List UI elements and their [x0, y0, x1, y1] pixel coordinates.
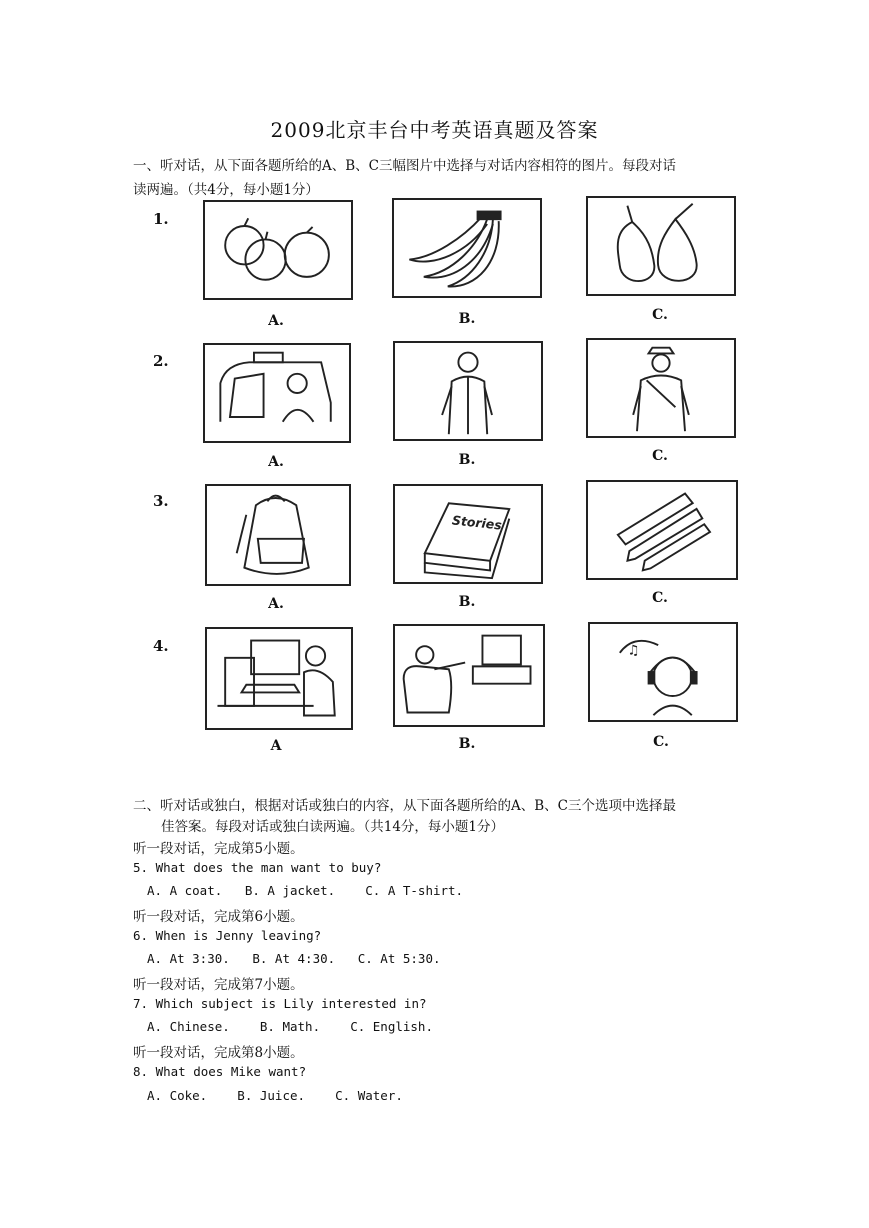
option-letter: B.: [458, 736, 476, 752]
police-officer-icon: [588, 340, 734, 436]
section2-instructions-line1: 二、听对话或独白，根据对话或独白的内容，从下面各题所给的A、B、C三个选项中选择最: [133, 798, 676, 814]
answer-options: A. At 3:30. B. At 4:30. C. At 5:30.: [147, 951, 441, 966]
answer-options: A. Coke. B. Juice. C. Water.: [147, 1088, 403, 1103]
picture-option-b[interactable]: [393, 624, 545, 727]
picture-option-a[interactable]: [203, 343, 351, 443]
girl-listening-music-icon: [590, 624, 736, 720]
listening-intro: 听一段对话，完成第5小题。: [133, 841, 304, 857]
section1-instructions-line1: 一、听对话，从下面各题所给的A、B、C三幅图片中选择与对话内容相符的图片。每段对话: [133, 158, 676, 174]
question-text: 7. Which subject is Lily interested in?: [133, 996, 427, 1011]
picture-option-c[interactable]: [586, 480, 738, 580]
question-number: 2.: [153, 352, 169, 370]
picture-option-a[interactable]: [203, 200, 353, 300]
option-letter: C.: [652, 590, 668, 606]
pencils-icon: [588, 482, 736, 578]
page-title: 2009北京丰台中考英语真题及答案: [270, 118, 599, 142]
option-letter: A: [270, 738, 282, 754]
option-letter: A.: [268, 313, 284, 329]
svg-text:♫: ♫: [627, 643, 640, 659]
picture-option-b[interactable]: [392, 198, 542, 298]
answer-options: A. A coat. B. A jacket. C. A T-shirt.: [147, 883, 464, 898]
question-text: 6. When is Jenny leaving?: [133, 928, 322, 943]
option-letter: A.: [268, 596, 284, 612]
option-letter: A.: [268, 454, 284, 470]
picture-option-b[interactable]: [393, 341, 543, 441]
backpack-icon: [207, 486, 349, 584]
listening-intro: 听一段对话，完成第7小题。: [133, 977, 304, 993]
option-letter: C.: [652, 448, 668, 464]
pears-icon: [588, 198, 734, 294]
picture-option-c[interactable]: [586, 196, 736, 296]
picture-option-a[interactable]: [205, 627, 353, 730]
listening-intro: 听一段对话，完成第6小题。: [133, 909, 304, 925]
question-number: 3.: [153, 492, 169, 510]
watching-tv-icon: [395, 626, 543, 725]
listening-intro: 听一段对话，完成第8小题。: [133, 1045, 304, 1061]
picture-option-c[interactable]: [586, 338, 736, 438]
bananas-icon: [394, 200, 540, 296]
question-text: 8. What does Mike want?: [133, 1064, 307, 1079]
option-letter: B.: [458, 311, 476, 327]
section1-instructions-line2: 读两遍。（共4分，每小题1分）: [133, 182, 319, 198]
option-letter: C.: [652, 307, 668, 323]
storybooks-icon: [395, 486, 541, 582]
taxi-driver-icon: [205, 345, 349, 441]
section2-instructions-line2: 佳答案。每段对话或独白读两遍。（共14分，每小题1分）: [161, 819, 505, 835]
option-letter: C.: [653, 734, 669, 750]
option-letter: B.: [458, 452, 476, 468]
question-number: 4.: [153, 637, 169, 655]
doctor-icon: [395, 343, 541, 439]
picture-option-c[interactable]: [588, 622, 738, 722]
book-title: Stories: [451, 512, 503, 533]
answer-options: A. Chinese. B. Math. C. English.: [147, 1019, 433, 1034]
picture-option-a[interactable]: [205, 484, 351, 586]
option-letter: B.: [458, 594, 476, 610]
picture-option-b[interactable]: [393, 484, 543, 584]
girl-at-computer-icon: [207, 629, 351, 728]
question-text: 5. What does the man want to buy?: [133, 860, 382, 875]
question-number: 1.: [153, 210, 169, 228]
apples-icon: [205, 202, 351, 298]
